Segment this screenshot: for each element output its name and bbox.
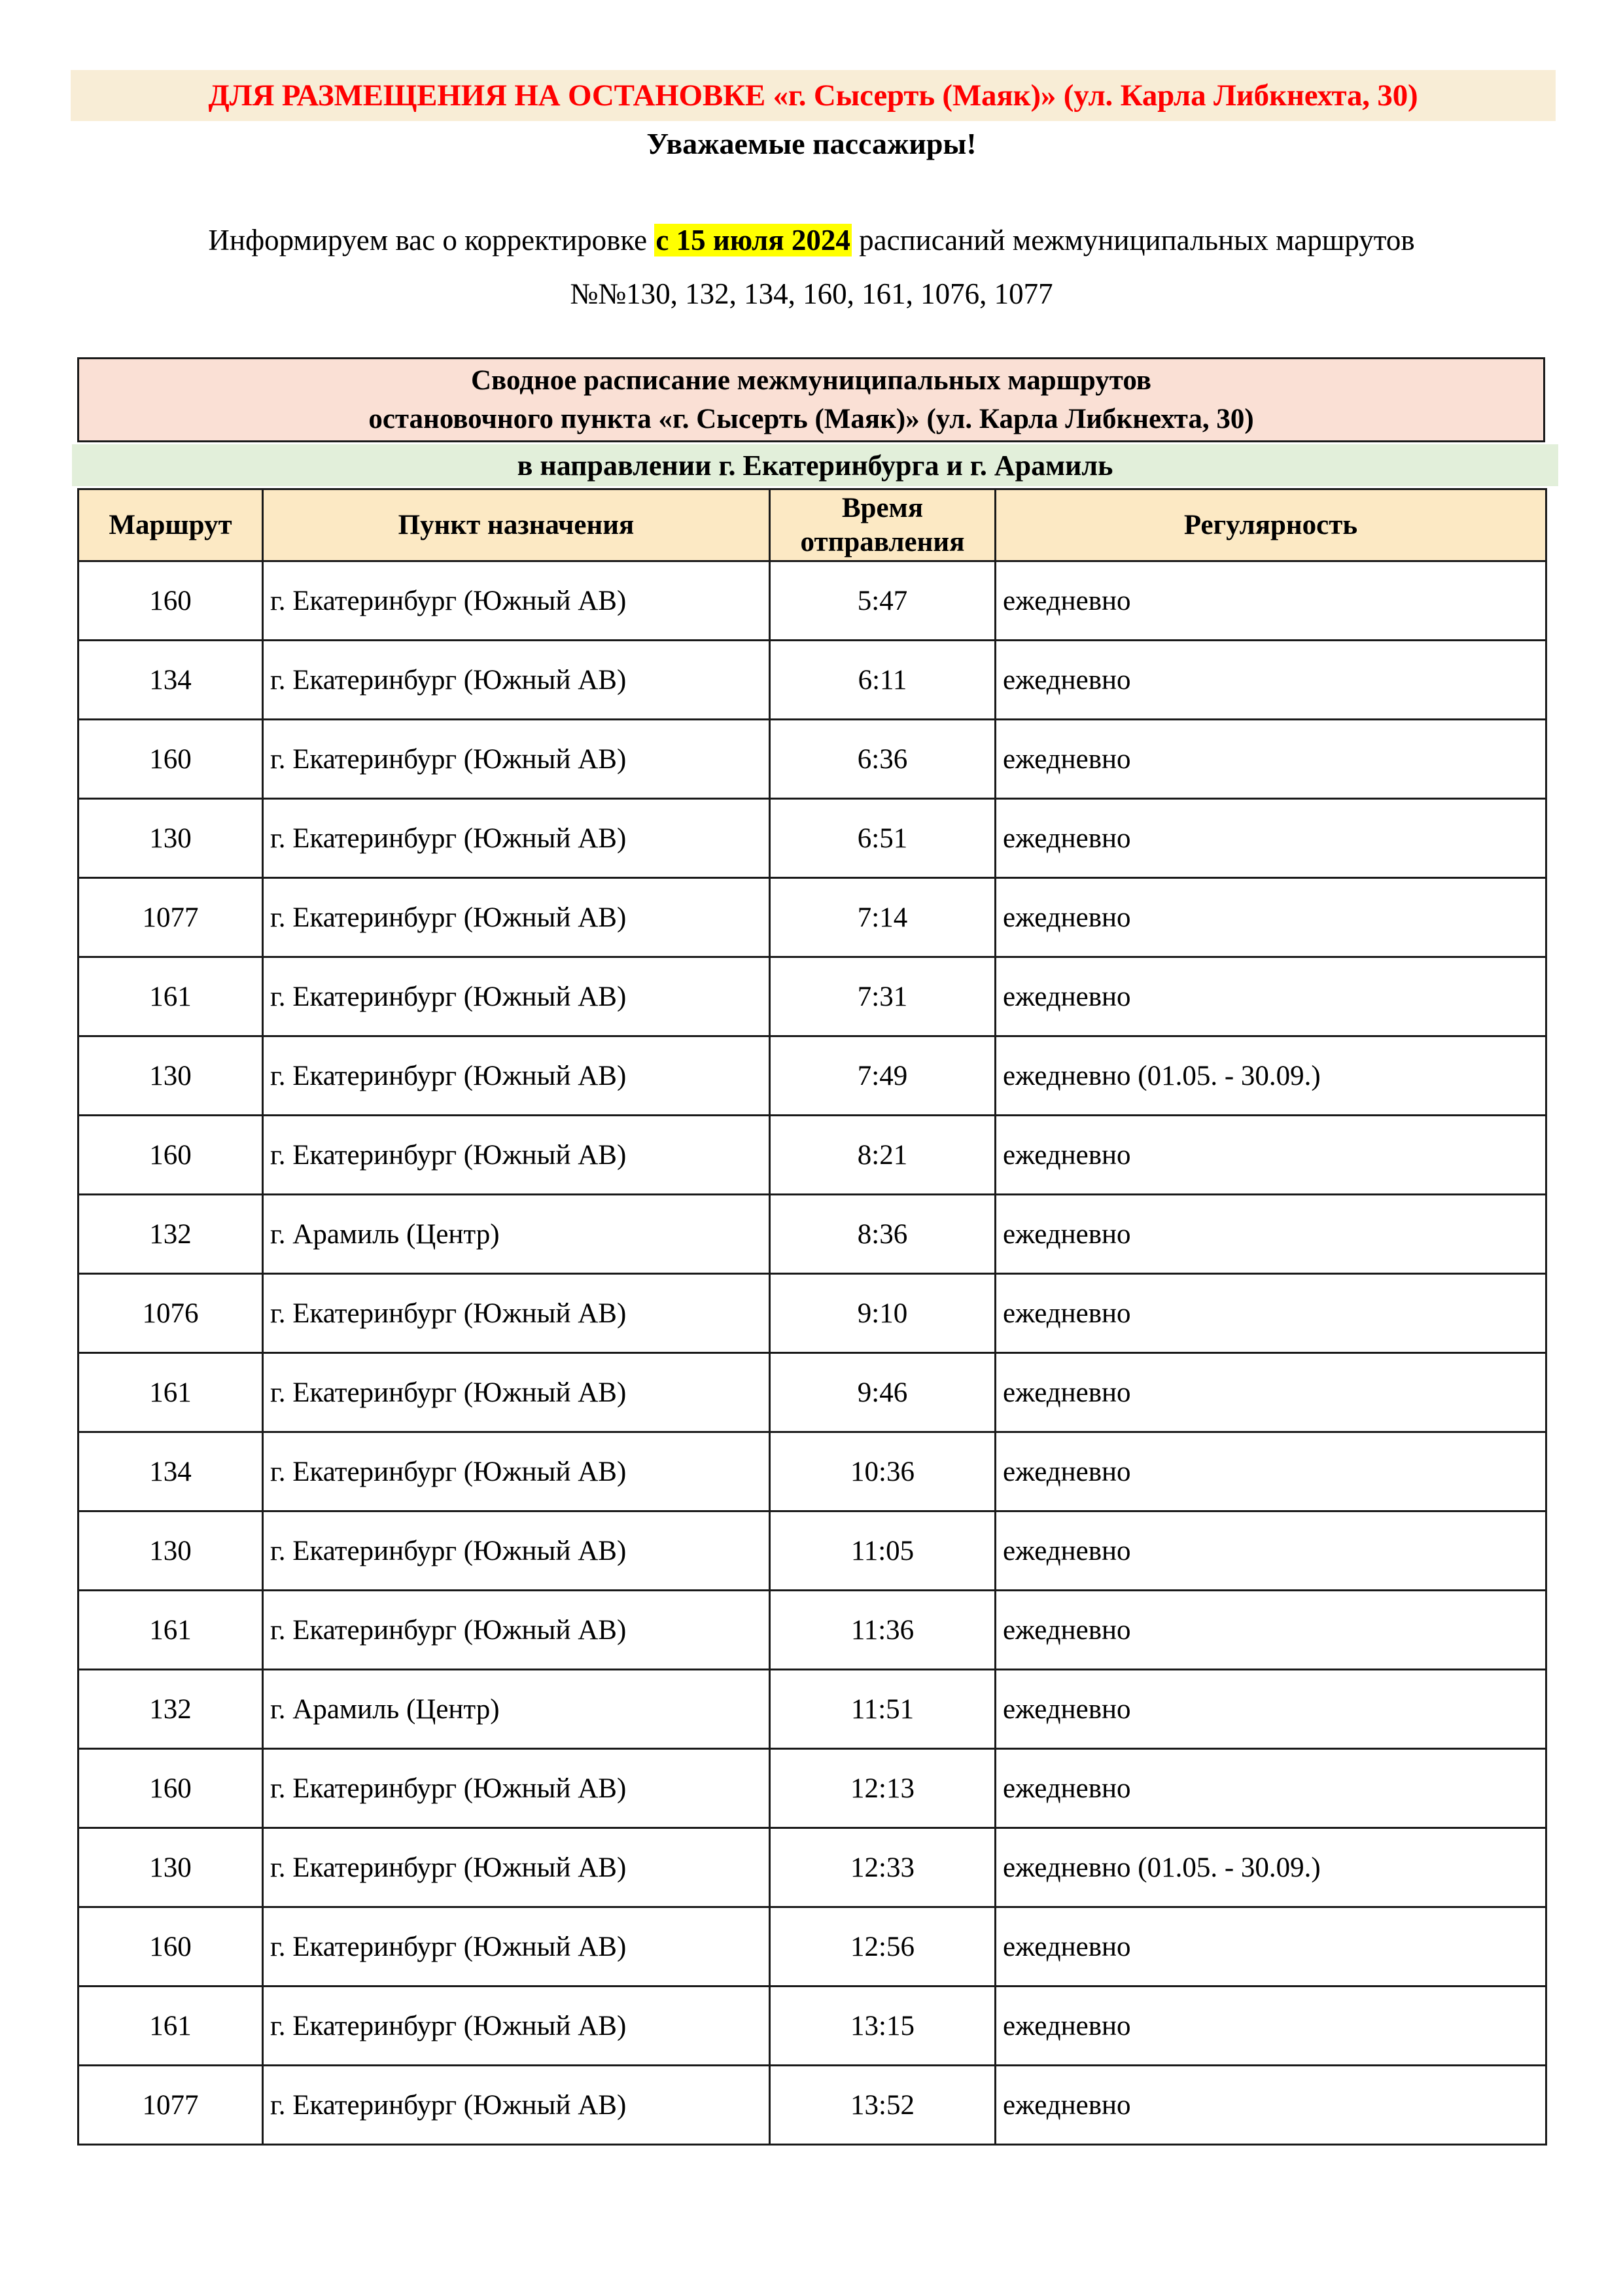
cell-regularity: ежедневно <box>996 799 1546 878</box>
cell-regularity: ежедневно <box>996 720 1546 799</box>
cell-destination: г. Екатеринбург (Южный АВ) <box>263 878 770 957</box>
cell-departure-time: 9:46 <box>770 1353 996 1432</box>
cell-regularity: ежедневно <box>996 1116 1546 1195</box>
direction-band <box>72 444 1558 486</box>
cell-destination: г. Екатеринбург (Южный АВ) <box>263 1036 770 1116</box>
departure-time-line-1: Время <box>841 492 924 523</box>
cell-route: 130 <box>79 1036 263 1116</box>
table-row <box>79 2066 1546 2145</box>
intro-text-before: Информируем вас о корректировке <box>208 224 655 256</box>
banner-title: ДЛЯ РАЗМЕЩЕНИЯ НА ОСТАНОВКЕ «г. Сысерть (Маяк)» (ул. Карла Либкнехта, 30) <box>208 79 1418 113</box>
cell-route: 160 <box>79 1749 263 1828</box>
cell-route: 1077 <box>79 2066 263 2145</box>
table-row <box>79 1353 1546 1432</box>
cell-destination: г. Екатеринбург (Южный АВ) <box>263 1907 770 1987</box>
table-row <box>79 1036 1546 1116</box>
cell-departure-time: 8:21 <box>770 1116 996 1195</box>
greeting-line: Уважаемые пассажиры! <box>646 127 977 160</box>
cell-destination: г. Екатеринбург (Южный АВ) <box>263 1511 770 1591</box>
cell-departure-time: 7:14 <box>770 878 996 957</box>
cell-destination: г. Екатеринбург (Южный АВ) <box>263 1828 770 1907</box>
cell-regularity: ежедневно (01.05. - 30.09.) <box>996 1036 1546 1116</box>
cell-regularity: ежедневно <box>996 1195 1546 1274</box>
caption-line-1: Сводное расписание межмуниципальных маршрутов <box>471 365 1151 396</box>
route-numbers-line: №№130, 132, 134, 160, 161, 1076, 1077 <box>570 277 1053 310</box>
direction-label: в направлении г. Екатеринбурга и г. Арамиль <box>517 449 1113 482</box>
cell-departure-time: 12:56 <box>770 1907 996 1987</box>
cell-departure-time: 9:10 <box>770 1274 996 1353</box>
table-body <box>79 561 1546 2145</box>
table-row <box>79 878 1546 957</box>
cell-departure-time: 11:51 <box>770 1670 996 1749</box>
column-header-departure-time <box>770 489 996 561</box>
cell-route: 161 <box>79 1353 263 1432</box>
cell-destination: г. Екатеринбург (Южный АВ) <box>263 1353 770 1432</box>
cell-route: 134 <box>79 641 263 720</box>
cell-route: 160 <box>79 1907 263 1987</box>
cell-regularity: ежедневно <box>996 1907 1546 1987</box>
table-row <box>79 561 1546 641</box>
posting-location-banner <box>71 70 1556 121</box>
cell-route: 160 <box>79 561 263 641</box>
cell-destination: г. Екатеринбург (Южный АВ) <box>263 641 770 720</box>
intro-text-after: расписаний межмуниципальных маршрутов <box>851 224 1415 256</box>
cell-departure-time: 11:05 <box>770 1511 996 1591</box>
cell-departure-time: 7:31 <box>770 957 996 1036</box>
cell-route: 161 <box>79 957 263 1036</box>
cell-destination: г. Екатеринбург (Южный АВ) <box>263 720 770 799</box>
table-row <box>79 1987 1546 2066</box>
cell-destination: г. Арамиль (Центр) <box>263 1670 770 1749</box>
table-row <box>79 1274 1546 1353</box>
table-header <box>79 489 1546 561</box>
cell-route: 1077 <box>79 878 263 957</box>
cell-destination: г. Екатеринбург (Южный АВ) <box>263 1987 770 2066</box>
cell-destination: г. Екатеринбург (Южный АВ) <box>263 957 770 1036</box>
cell-route: 132 <box>79 1195 263 1274</box>
table-row <box>79 799 1546 878</box>
cell-departure-time: 13:52 <box>770 2066 996 2145</box>
cell-route: 1076 <box>79 1274 263 1353</box>
cell-departure-time: 6:11 <box>770 641 996 720</box>
caption-line-2: остановочного пункта «г. Сысерть (Маяк)» (ул. Карла Либкнехта, 30) <box>368 404 1254 434</box>
cell-regularity: ежедневно <box>996 2066 1546 2145</box>
cell-route: 132 <box>79 1670 263 1749</box>
cell-regularity: ежедневно <box>996 1274 1546 1353</box>
cell-departure-time: 12:33 <box>770 1828 996 1907</box>
cell-route: 160 <box>79 720 263 799</box>
cell-departure-time: 11:36 <box>770 1591 996 1670</box>
cell-destination: г. Екатеринбург (Южный АВ) <box>263 1591 770 1670</box>
table-row <box>79 957 1546 1036</box>
cell-regularity: ежедневно <box>996 561 1546 641</box>
cell-destination: г. Екатеринбург (Южный АВ) <box>263 561 770 641</box>
cell-route: 161 <box>79 1591 263 1670</box>
table-row <box>79 641 1546 720</box>
column-header-destination: Пункт назначения <box>263 489 770 561</box>
table-row <box>79 1749 1546 1828</box>
cell-destination: г. Екатеринбург (Южный АВ) <box>263 2066 770 2145</box>
cell-destination: г. Екатеринбург (Южный АВ) <box>263 1116 770 1195</box>
cell-route: 130 <box>79 799 263 878</box>
cell-departure-time: 6:36 <box>770 720 996 799</box>
cell-regularity: ежедневно <box>996 1749 1546 1828</box>
cell-departure-time: 7:49 <box>770 1036 996 1116</box>
cell-departure-time: 13:15 <box>770 1987 996 2066</box>
cell-destination: г. Екатеринбург (Южный АВ) <box>263 799 770 878</box>
cell-departure-time: 12:13 <box>770 1749 996 1828</box>
cell-destination: г. Екатеринбург (Южный АВ) <box>263 1432 770 1511</box>
cell-regularity: ежедневно <box>996 1670 1546 1749</box>
table-row <box>79 1511 1546 1591</box>
table-row <box>79 1670 1546 1749</box>
table-row <box>79 720 1546 799</box>
cell-destination: г. Арамиль (Центр) <box>263 1195 770 1274</box>
cell-regularity: ежедневно <box>996 878 1546 957</box>
cell-route: 130 <box>79 1828 263 1907</box>
cell-departure-time: 10:36 <box>770 1432 996 1511</box>
table-row <box>79 1432 1546 1511</box>
schedule-table <box>77 488 1547 2146</box>
cell-route: 161 <box>79 1987 263 2066</box>
cell-regularity: ежедневно (01.05. - 30.09.) <box>996 1828 1546 1907</box>
cell-destination: г. Екатеринбург (Южный АВ) <box>263 1749 770 1828</box>
cell-regularity: ежедневно <box>996 1511 1546 1591</box>
cell-regularity: ежедневно <box>996 1353 1546 1432</box>
table-header-row <box>79 489 1546 561</box>
cell-departure-time: 5:47 <box>770 561 996 641</box>
cell-regularity: ежедневно <box>996 1591 1546 1670</box>
cell-regularity: ежедневно <box>996 641 1546 720</box>
schedule-caption-box <box>77 357 1545 442</box>
cell-route: 160 <box>79 1116 263 1195</box>
cell-route: 134 <box>79 1432 263 1511</box>
cell-departure-time: 8:36 <box>770 1195 996 1274</box>
cell-regularity: ежедневно <box>996 1987 1546 2066</box>
cell-regularity: ежедневно <box>996 1432 1546 1511</box>
column-header-regularity: Регулярность <box>996 489 1546 561</box>
table-row <box>79 1195 1546 1274</box>
departure-time-line-2: отправления <box>800 526 965 557</box>
column-header-route: Маршрут <box>79 489 263 561</box>
cell-departure-time: 6:51 <box>770 799 996 878</box>
table-row <box>79 1907 1546 1987</box>
table-row <box>79 1828 1546 1907</box>
cell-route: 130 <box>79 1511 263 1591</box>
cell-regularity: ежедневно <box>996 957 1546 1036</box>
table-row <box>79 1591 1546 1670</box>
effective-date-highlight: с 15 июля 2024 <box>655 224 850 256</box>
cell-destination: г. Екатеринбург (Южный АВ) <box>263 1274 770 1353</box>
table-row <box>79 1116 1546 1195</box>
intro-paragraph <box>0 213 1623 321</box>
